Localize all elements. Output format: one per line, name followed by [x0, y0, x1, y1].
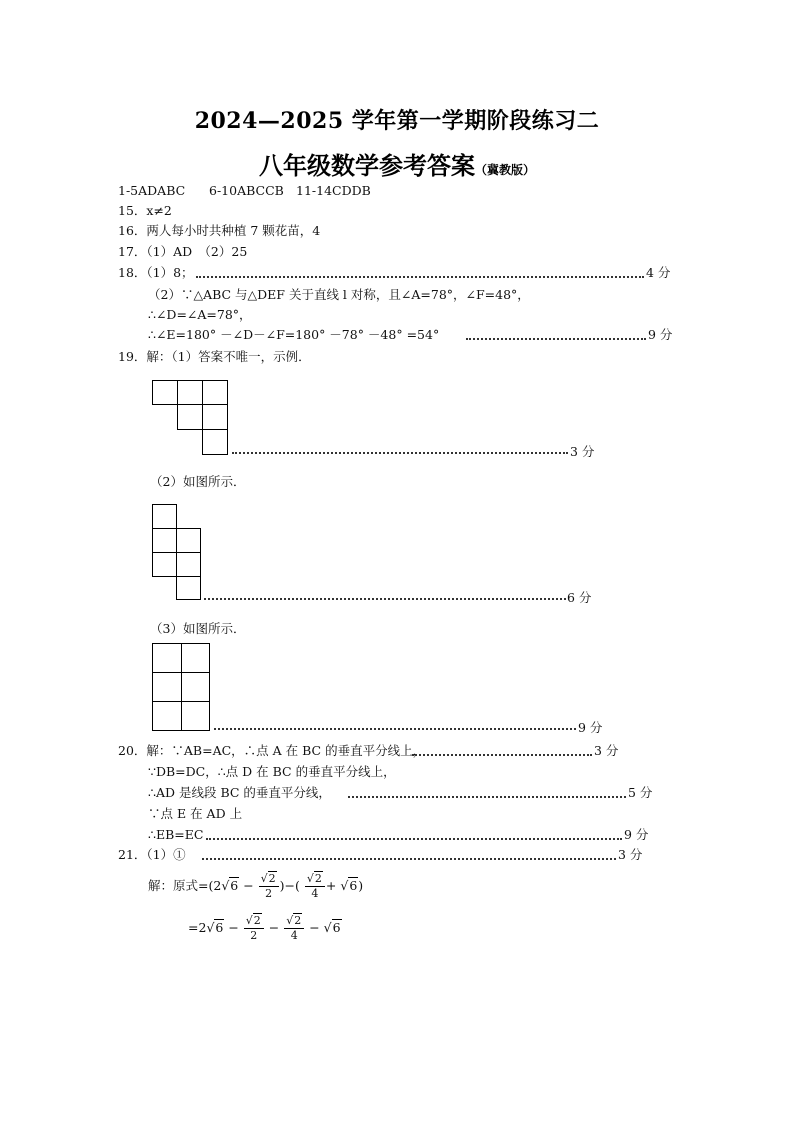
answer-20-3: ∴AD 是线段 BC 的垂直平分线，	[148, 785, 331, 800]
score-19-2: 6 分	[567, 590, 592, 605]
answer-18-1: 18．（1）8；	[118, 265, 194, 280]
dot-leader	[232, 452, 568, 454]
score-21-1: 3 分	[618, 847, 643, 862]
grid-cell	[176, 576, 201, 600]
grid-cell	[181, 672, 210, 702]
answer-19-2: （2）如图所示．	[150, 474, 246, 489]
grid-cell	[181, 701, 210, 731]
grid-cell	[152, 643, 182, 673]
dot-leader	[466, 338, 646, 340]
dot-leader	[348, 796, 626, 798]
answer-21-2: 解：原式=(2√6 − $\frac{√2}{2}$ )−( $\frac{√2}{4}$ + √6)	[148, 872, 364, 900]
document-title: 2024—2025 学年第一学期阶段练习二	[194, 108, 600, 134]
dot-leader	[206, 838, 622, 840]
grid-cell	[152, 380, 178, 405]
dot-leader	[204, 598, 566, 600]
answers-6-10: 6-10ABCCB	[209, 183, 284, 198]
answer-20-2: ∵DB=DC，∴点 D 在 BC 的垂直平分线上，	[148, 764, 396, 779]
grid-cell	[202, 429, 228, 455]
answer-20-4: ∵点 E 在 AD 上	[148, 806, 243, 821]
grid-cell	[202, 404, 228, 430]
score-19-3: 9 分	[578, 720, 603, 735]
edition-label: （冀教版）	[474, 163, 535, 177]
grid-cell	[152, 672, 182, 702]
subtitle-text: 八年级数学参考答案	[258, 151, 475, 180]
score-20-1: 3 分	[594, 743, 619, 758]
answer-15: 15．x≠2	[118, 203, 172, 218]
grid-cell	[202, 380, 228, 405]
score-18-1: 4 分	[646, 265, 671, 280]
answer-21-1: 21．（1）①	[118, 847, 186, 862]
answers-11-14: 11-14CDDB	[296, 183, 371, 198]
expression-prefix: =2	[188, 920, 207, 935]
answer-16: 16．两人每小时共种植 7 颗花苗，4	[118, 223, 321, 238]
grid-cell	[152, 504, 177, 529]
answer-20-1: 20．解：∵AB=AC，∴点 A 在 BC 的垂直平分线上，	[118, 743, 426, 758]
grid-cell	[152, 701, 182, 731]
grid-cell	[152, 528, 177, 553]
answer-18-4: ∴∠E=180° －∠D－∠F=180° －78° －48° =54°	[148, 327, 440, 342]
grid-cell	[152, 552, 177, 577]
answer-18-2: （2）∵△ABC 与△DEF 关于直线 l 对称，且∠A=78°，∠F=48°，	[148, 287, 530, 302]
answer-19: 19．解：（1）答案不唯一，示例．	[118, 349, 311, 364]
answers-1-5: 1-5ADABC	[118, 183, 186, 198]
grid-cell	[181, 643, 210, 673]
fraction: $\frac{√2}{4}$	[284, 914, 304, 943]
dot-leader	[214, 728, 576, 730]
grid-cell	[177, 404, 203, 430]
answer-19-3: （3）如图所示．	[150, 621, 246, 636]
answer-17: 17．（1）AD （2）25	[118, 244, 248, 259]
fraction: $\frac{√2}{4}$	[305, 872, 325, 901]
grid-cell	[177, 380, 203, 405]
fraction: $\frac{√2}{2}$	[259, 872, 279, 901]
document-subtitle	[0, 146, 794, 181]
score-20-3: 5 分	[628, 785, 653, 800]
expression-prefix: 解：原式=(2	[148, 878, 222, 893]
dot-leader	[196, 276, 644, 278]
grid-cell	[176, 552, 201, 577]
grid-cell	[176, 528, 201, 553]
score-18-4: 9 分	[648, 327, 673, 342]
dot-leader	[202, 858, 616, 860]
score-19-1: 3 分	[570, 444, 595, 459]
answer-20-5: ∴EB=EC	[148, 827, 204, 842]
score-20-5: 9 分	[624, 827, 649, 842]
answer-18-3: ∴∠D=∠A=78°，	[148, 307, 252, 322]
answer-21-3: =2√6 − $\frac{√2}{2}$ − $\frac{√2}{4}$ − √6	[188, 914, 341, 942]
fraction: $\frac{√2}{2}$	[244, 914, 264, 943]
dot-leader	[412, 754, 592, 756]
